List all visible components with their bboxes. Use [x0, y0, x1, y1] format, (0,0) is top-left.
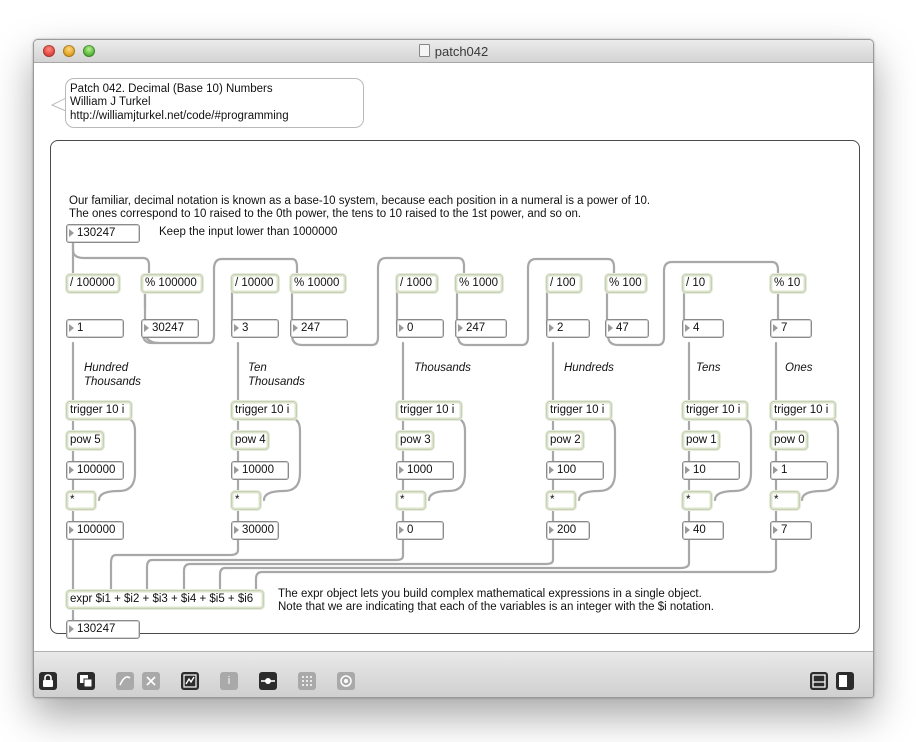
div-100000[interactable] [66, 274, 120, 293]
split-view-icon[interactable] [810, 672, 828, 690]
mod-10[interactable] [770, 274, 806, 293]
power-value: 10 [693, 464, 706, 476]
remainder-tens-value: 7 [781, 322, 788, 334]
remainder-hundred-thousands-value: 30247 [152, 322, 184, 334]
quotient-thousands-value: 0 [407, 322, 414, 334]
multiply-thousands[interactable] [396, 491, 426, 510]
quotient-hundred-thousands-value: 1 [77, 322, 84, 334]
product-ones[interactable] [770, 521, 812, 540]
multiply-label: * [70, 494, 75, 506]
remainder-hundred-thousands[interactable] [141, 319, 199, 338]
quotient-hundreds-value: 2 [557, 322, 564, 334]
trigger-ones[interactable] [770, 401, 836, 420]
pow-label: pow 3 [400, 434, 431, 446]
remainder-ten-thousands[interactable] [290, 319, 348, 338]
product-tens[interactable] [682, 521, 724, 540]
expr-note-2: Note that we are indicating that each of the variables is an integer with the $i notation. [278, 601, 714, 613]
multiply-label: * [774, 494, 779, 506]
pow-label: pow 2 [550, 434, 581, 446]
trigger-label: trigger 10 i [70, 404, 125, 416]
multiply-hundreds[interactable] [546, 491, 576, 510]
quotient-ten-thousands-value: 3 [242, 322, 249, 334]
patch-cords [34, 63, 873, 651]
power-value-5[interactable] [66, 461, 124, 480]
trigger-ten-thousands[interactable] [231, 401, 297, 420]
multiply-tens[interactable] [682, 491, 712, 510]
mod-1000[interactable] [455, 274, 503, 293]
debug-icon[interactable] [181, 672, 199, 690]
power-value: 100 [557, 464, 577, 476]
expr-note-1: The expr object lets you build complex mathematical expressions in a single object. [278, 588, 702, 600]
multiply-ones[interactable] [770, 491, 800, 510]
label-hundreds: Hundreds [564, 362, 614, 374]
quotient-tens[interactable] [682, 319, 724, 338]
div-10000-label: / 10000 [235, 277, 274, 289]
div-10000[interactable] [231, 274, 279, 293]
inspector-icon[interactable] [220, 672, 238, 690]
trigger-tens[interactable] [682, 401, 748, 420]
product-value: 200 [557, 524, 577, 536]
power-value-1[interactable] [682, 461, 740, 480]
patch-cords-icon[interactable] [116, 672, 134, 690]
product-hundred-thousands[interactable] [66, 521, 124, 540]
inspector-glyph: i [227, 675, 231, 687]
grid-icon[interactable] [298, 672, 316, 690]
label-tens: Tens [696, 362, 721, 374]
multiply-label: * [550, 494, 555, 506]
trigger-hundreds[interactable] [546, 401, 612, 420]
div-1000-label: / 1000 [400, 277, 432, 289]
input-note: Keep the input lower than 1000000 [159, 226, 338, 238]
intro-line-1: Our familiar, decimal notation is known as a base-10 system, because each position in a numeral is a power of 10. [69, 195, 651, 207]
expr-label: expr $i1 + $i2 + $i3 + $i4 + $i5 + $i6 [70, 593, 254, 605]
patcher-canvas[interactable] [34, 63, 873, 651]
mod-100[interactable] [605, 274, 647, 293]
expr-result[interactable] [66, 620, 140, 639]
snapshot-icon[interactable] [337, 672, 355, 690]
product-value: 40 [693, 524, 706, 536]
presentation-mode-icon[interactable] [77, 672, 95, 690]
div-10-label: / 10 [686, 277, 706, 289]
pow-0[interactable] [770, 431, 808, 450]
remainder-thousands[interactable] [455, 319, 507, 338]
mod-10000[interactable] [290, 274, 346, 293]
trigger-hundred-thousands[interactable] [66, 401, 132, 420]
remainder-hundreds[interactable] [605, 319, 649, 338]
multiply-label: * [400, 494, 405, 506]
product-value: 7 [781, 524, 788, 536]
pow-label: pow 4 [235, 434, 266, 446]
patcher-toolbar [34, 651, 873, 698]
multiply-hundred-thousands[interactable] [66, 491, 96, 510]
label-ten-thousands: Ten Thousands [248, 362, 305, 388]
product-value: 0 [407, 524, 414, 536]
sidebar-icon[interactable] [836, 672, 854, 690]
trigger-label: trigger 10 i [400, 404, 455, 416]
header-url: http://williamjturkel.net/code/#programming [70, 110, 289, 122]
snap-icon[interactable] [259, 672, 277, 690]
lock-icon[interactable] [39, 672, 57, 690]
pow-label: pow 5 [70, 434, 101, 446]
pow-1[interactable] [682, 431, 720, 450]
delete-icon[interactable] [142, 672, 160, 690]
mod-100000[interactable] [141, 274, 203, 293]
pow-4[interactable] [231, 431, 269, 450]
title-bar [34, 40, 873, 63]
trigger-label: trigger 10 i [550, 404, 605, 416]
div-10[interactable] [682, 274, 712, 293]
multiply-label: * [235, 494, 240, 506]
trigger-label: trigger 10 i [686, 404, 741, 416]
expr-result-value: 130247 [77, 623, 116, 635]
window-title [34, 44, 873, 59]
patcher-window [33, 39, 874, 698]
power-value-3[interactable] [396, 461, 454, 480]
label-hundred-thousands: Hundred Thousands [84, 362, 141, 388]
remainder-thousands-value: 247 [466, 322, 486, 334]
pow-3[interactable] [396, 431, 434, 450]
product-ten-thousands[interactable] [231, 521, 279, 540]
multiply-label: * [686, 494, 691, 506]
header-title: Patch 042. Decimal (Base 10) Numbers [70, 83, 273, 95]
remainder-tens[interactable] [770, 319, 812, 338]
intro-line-2: The ones correspond to 10 raised to the 0th power, the tens to 10 raised to the 1st power, and so on. [69, 208, 582, 220]
power-value: 10000 [242, 464, 274, 476]
pow-2[interactable] [546, 431, 584, 450]
quotient-hundred-thousands[interactable] [66, 319, 124, 338]
expr-object[interactable] [66, 590, 264, 609]
power-value: 1 [781, 464, 788, 476]
mod-100000-label: % 100000 [145, 277, 197, 289]
label-ones: Ones [785, 362, 813, 374]
product-thousands[interactable] [396, 521, 444, 540]
remainder-hundreds-value: 47 [616, 322, 629, 334]
mod-10000-label: % 10000 [294, 277, 340, 289]
input-number-value: 130247 [77, 227, 116, 239]
quotient-thousands[interactable] [396, 319, 444, 338]
product-hundreds[interactable] [546, 521, 590, 540]
pow-label: pow 1 [686, 434, 717, 446]
power-value-2[interactable] [546, 461, 604, 480]
power-value-4[interactable] [231, 461, 289, 480]
label-thousands: Thousands [414, 362, 471, 374]
div-1000[interactable] [396, 274, 438, 293]
power-value-0[interactable] [770, 461, 828, 480]
mod-100-label: % 100 [609, 277, 642, 289]
quotient-ten-thousands[interactable] [231, 319, 279, 338]
quotient-hundreds[interactable] [546, 319, 590, 338]
product-value: 100000 [77, 524, 116, 536]
document-icon [419, 44, 430, 57]
div-100000-label: / 100000 [70, 277, 115, 289]
multiply-ten-thousands[interactable] [231, 491, 261, 510]
trigger-label: trigger 10 i [774, 404, 829, 416]
mod-1000-label: % 1000 [459, 277, 499, 289]
power-value: 100000 [77, 464, 116, 476]
trigger-thousands[interactable] [396, 401, 462, 420]
product-value: 30000 [242, 524, 274, 536]
div-100[interactable] [546, 274, 582, 293]
pow-label: pow 0 [774, 434, 805, 446]
pow-5[interactable] [66, 431, 104, 450]
div-100-label: / 100 [550, 277, 576, 289]
remainder-ten-thousands-value: 247 [301, 322, 321, 334]
trigger-label: trigger 10 i [235, 404, 290, 416]
input-number[interactable] [66, 224, 140, 243]
quotient-tens-value: 4 [693, 322, 700, 334]
power-value: 1000 [407, 464, 433, 476]
window-title-text: patch042 [434, 44, 489, 59]
mod-10-label: % 10 [774, 277, 801, 289]
header-author: William J Turkel [70, 96, 151, 108]
